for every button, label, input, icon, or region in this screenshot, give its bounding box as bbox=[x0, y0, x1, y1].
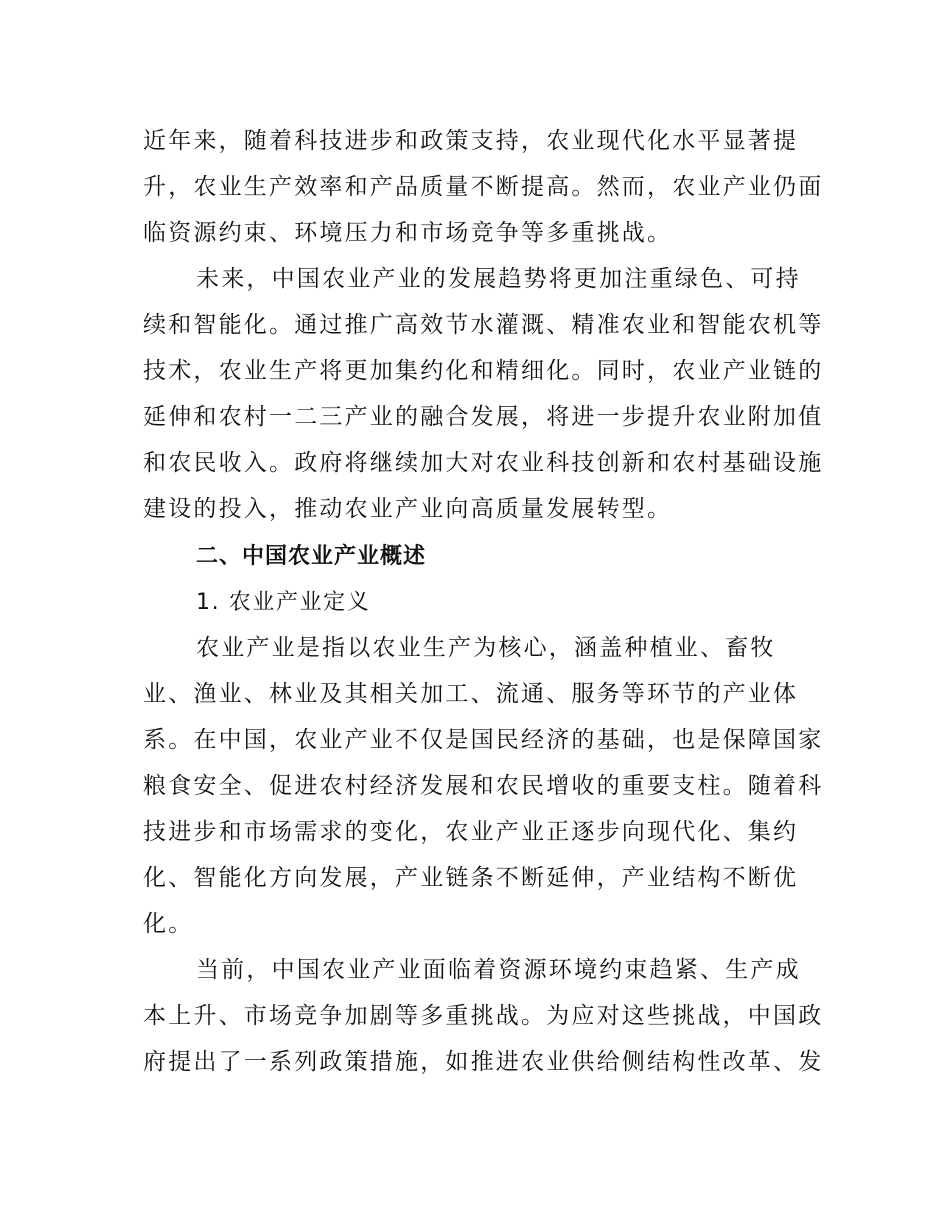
paragraph-2-line-5: 和农民收入。政府将继续加大对农业科技创新和农村基础设施 bbox=[143, 450, 824, 476]
paragraph-1-line-1: 近年来，随着科技进步和政策支持，农业现代化水平显著提 bbox=[143, 128, 799, 154]
paragraph-1-line-3: 临资源约束、环境压力和市场竞争等多重挑战。 bbox=[143, 220, 673, 246]
section-heading: 二、中国农业产业概述 bbox=[196, 544, 427, 569]
paragraph-3-line-5: 技进步和市场需求的变化，农业产业正逐步向现代化、集约 bbox=[143, 819, 799, 845]
subsection-heading: 1. 农业产业定义 bbox=[196, 590, 371, 615]
paragraph-4-line-2: 本上升、市场竞争加剧等多重挑战。为应对这些挑战，中国政 bbox=[143, 1003, 824, 1029]
paragraph-1-line-2: 升，农业生产效率和产品质量不断提高。然而，农业产业仍面 bbox=[143, 174, 824, 200]
paragraph-3-line-7: 化。 bbox=[143, 911, 194, 937]
paragraph-3-line-6: 化、智能化方向发展，产业链条不断延伸，产业结构不断优 bbox=[143, 865, 799, 891]
paragraph-3-line-1: 农业产业是指以农业生产为核心，涵盖种植业、畜牧 bbox=[196, 635, 776, 661]
paragraph-4-line-3: 府提出了一系列政策措施，如推进农业供给侧结构性改革、发 bbox=[143, 1049, 824, 1075]
paragraph-3-line-3: 系。在中国，农业产业不仅是国民经济的基础，也是保障国家 bbox=[143, 727, 824, 753]
paragraph-4-line-1: 当前，中国农业产业面临着资源环境约束趋紧、生产成 bbox=[196, 957, 801, 983]
paragraph-3-line-4: 粮食安全、促进农村经济发展和农民增收的重要支柱。随着科 bbox=[143, 773, 824, 799]
paragraph-2-line-3: 技术，农业生产将更加集约化和精细化。同时，农业产业链的 bbox=[143, 358, 824, 384]
paragraph-2-line-4: 延伸和农村一二三产业的融合发展，将进一步提升农业附加值 bbox=[143, 404, 824, 430]
paragraph-3-line-2: 业、渔业、林业及其相关加工、流通、服务等环节的产业体 bbox=[143, 681, 799, 707]
paragraph-2-line-6: 建设的投入，推动农业产业向高质量发展转型。 bbox=[143, 496, 673, 522]
paragraph-2-line-1: 未来，中国农业产业的发展趋势将更加注重绿色、可持 bbox=[196, 266, 801, 292]
paragraph-2-line-2: 续和智能化。通过推广高效节水灌溉、精准农业和智能农机等 bbox=[143, 312, 824, 338]
